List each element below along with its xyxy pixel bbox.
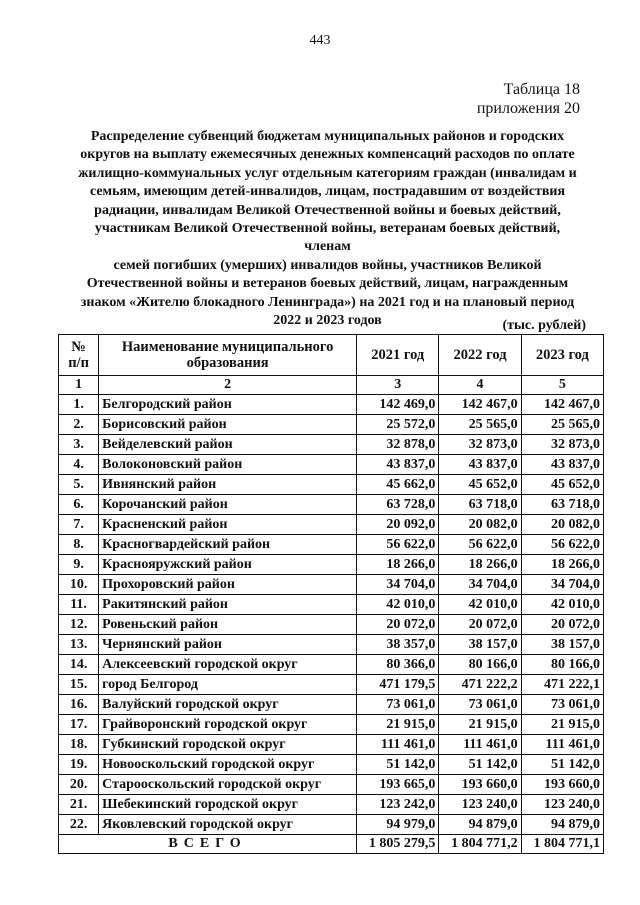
municipality-name-cell: Белгородский район <box>99 395 357 415</box>
header-2022: 2022 год <box>439 335 521 376</box>
value-2021-cell: 80 366,0 <box>357 655 439 675</box>
value-2022-cell: 20 072,0 <box>439 615 521 635</box>
page-number: 443 <box>309 33 331 48</box>
municipality-name-cell: Ровеньский район <box>99 615 357 635</box>
value-2021-cell: 51 142,0 <box>357 755 439 775</box>
total-2023-cell: 1 804 771,1 <box>521 835 603 854</box>
table-row <box>59 675 604 695</box>
table-row <box>59 555 604 575</box>
value-2021-cell: 123 242,0 <box>357 795 439 815</box>
value-2023-cell: 94 879,0 <box>521 815 603 835</box>
index-cell: 3 <box>357 376 439 395</box>
row-number-cell: 2. <box>59 415 99 435</box>
title-line: радиации, инвалидам Великой Отечественной войны и боевых действий, <box>94 202 561 218</box>
table-row <box>59 595 604 615</box>
value-2021-cell: 73 061,0 <box>357 695 439 715</box>
total-label: ВСЕГО <box>59 835 357 854</box>
value-2021-cell: 43 837,0 <box>357 455 439 475</box>
value-2021-cell: 471 179,5 <box>357 675 439 695</box>
value-2023-cell: 123 240,0 <box>521 795 603 815</box>
units-label: (тыс. рублей) <box>502 318 586 333</box>
index-cell: 1 <box>59 376 99 395</box>
table-row <box>59 635 604 655</box>
header-number: № п/п <box>59 335 99 376</box>
title-line: Распределение субвенций бюджетам муниципальных районов и городских <box>90 129 565 144</box>
table-row <box>59 415 604 435</box>
table-row <box>59 735 604 755</box>
row-number-cell: 15. <box>59 675 99 695</box>
value-2023-cell: 63 718,0 <box>521 495 603 515</box>
table-row <box>59 575 604 595</box>
row-number-cell: 3. <box>59 435 99 455</box>
value-2021-cell: 38 357,0 <box>357 635 439 655</box>
document-title <box>75 128 580 330</box>
row-number-cell: 5. <box>59 475 99 495</box>
value-2021-cell: 94 979,0 <box>357 815 439 835</box>
value-2023-cell: 51 142,0 <box>521 755 603 775</box>
value-2023-cell: 471 222,1 <box>521 675 603 695</box>
title-line: участникам Великой Отечественной войны, ветеранам боевых действий, членам <box>94 221 561 255</box>
value-2023-cell: 45 652,0 <box>521 475 603 495</box>
value-2023-cell: 20 072,0 <box>521 615 603 635</box>
value-2022-cell: 80 166,0 <box>439 655 521 675</box>
row-number-cell: 22. <box>59 815 99 835</box>
table-row <box>59 715 604 735</box>
value-2023-cell: 38 157,0 <box>521 635 603 655</box>
table-row <box>59 395 604 415</box>
value-2023-cell: 18 266,0 <box>521 555 603 575</box>
title-line: знаком «Жителю блокадного Ленинграда») на 2021 год и на плановый период <box>80 294 575 310</box>
table-row <box>59 655 604 675</box>
value-2021-cell: 18 266,0 <box>357 555 439 575</box>
municipality-name-cell: Ракитянский район <box>99 595 357 615</box>
row-number-cell: 16. <box>59 695 99 715</box>
index-cell: 2 <box>99 376 357 395</box>
table-row <box>59 475 604 495</box>
title-line: 2022 и 2023 годов <box>273 313 382 329</box>
municipality-name-cell: Губкинский городской округ <box>99 735 357 755</box>
row-number-cell: 18. <box>59 735 99 755</box>
municipality-name-cell: Волоконовский район <box>99 455 357 475</box>
value-2022-cell: 471 222,2 <box>439 675 521 695</box>
municipality-name-cell: Прохоровский район <box>99 575 357 595</box>
table-row <box>59 615 604 635</box>
table-row <box>59 455 604 475</box>
row-number-cell: 13. <box>59 635 99 655</box>
value-2021-cell: 193 665,0 <box>357 775 439 795</box>
row-number-cell: 14. <box>59 655 99 675</box>
value-2021-cell: 56 622,0 <box>357 535 439 555</box>
municipality-name-cell: Корочанский район <box>99 495 357 515</box>
municipality-name-cell: Новооскольский городской округ <box>99 755 357 775</box>
value-2022-cell: 42 010,0 <box>439 595 521 615</box>
value-2023-cell: 20 082,0 <box>521 515 603 535</box>
total-row <box>59 835 604 854</box>
municipality-name-cell: Старооскольский городской округ <box>99 775 357 795</box>
header-name: Наименование муниципального образования <box>99 335 357 376</box>
municipality-name-cell: Грайворонский городской округ <box>99 715 357 735</box>
municipality-name-cell: Красненский район <box>99 515 357 535</box>
row-number-cell: 11. <box>59 595 99 615</box>
value-2022-cell: 193 660,0 <box>439 775 521 795</box>
total-2021-cell: 1 805 279,5 <box>357 835 439 854</box>
value-2021-cell: 34 704,0 <box>357 575 439 595</box>
value-2021-cell: 20 092,0 <box>357 515 439 535</box>
value-2021-cell: 111 461,0 <box>357 735 439 755</box>
value-2023-cell: 21 915,0 <box>521 715 603 735</box>
municipality-name-cell: Яковлевский городской округ <box>99 815 357 835</box>
row-number-cell: 4. <box>59 455 99 475</box>
value-2023-cell: 42 010,0 <box>521 595 603 615</box>
value-2023-cell: 32 873,0 <box>521 435 603 455</box>
value-2021-cell: 63 728,0 <box>357 495 439 515</box>
row-number-cell: 17. <box>59 715 99 735</box>
value-2022-cell: 20 082,0 <box>439 515 521 535</box>
value-2022-cell: 18 266,0 <box>439 555 521 575</box>
municipality-name-cell: Шебекинский городской округ <box>99 795 357 815</box>
value-2023-cell: 142 467,0 <box>521 395 603 415</box>
value-2023-cell: 43 837,0 <box>521 455 603 475</box>
municipality-name-cell: Борисовский район <box>99 415 357 435</box>
row-number-cell: 21. <box>59 795 99 815</box>
row-number-cell: 10. <box>59 575 99 595</box>
table-row <box>59 755 604 775</box>
table-row <box>59 495 604 515</box>
table-row <box>59 775 604 795</box>
municipality-name-cell: Чернянский район <box>99 635 357 655</box>
value-2022-cell: 51 142,0 <box>439 755 521 775</box>
municipality-name-cell: Алексеевский городской округ <box>99 655 357 675</box>
value-2022-cell: 94 879,0 <box>439 815 521 835</box>
index-cell: 5 <box>521 376 603 395</box>
title-line: семьям, имеющим детей-инвалидов, лицам, пострадавшим от воздействия <box>89 184 566 200</box>
header-2021: 2021 год <box>357 335 439 376</box>
caption-appendix: приложения 20 <box>476 100 580 117</box>
row-number-cell: 6. <box>59 495 99 515</box>
value-2023-cell: 193 660,0 <box>521 775 603 795</box>
municipality-name-cell: Краснояружский район <box>99 555 357 575</box>
index-cell: 4 <box>439 376 521 395</box>
value-2023-cell: 111 461,0 <box>521 735 603 755</box>
value-2021-cell: 20 072,0 <box>357 615 439 635</box>
table-row <box>59 695 604 715</box>
subsidy-table <box>58 334 604 854</box>
title-line: жилищно-коммунальных услуг отдельным категориям граждан (инвалидам и <box>78 165 577 181</box>
value-2022-cell: 63 718,0 <box>439 495 521 515</box>
table-row <box>59 815 604 835</box>
row-number-cell: 1. <box>59 395 99 415</box>
table-row <box>59 795 604 815</box>
title-line: округов на выплату ежемесячных денежных компенсаций расходов по оплате <box>80 147 575 163</box>
row-number-cell: 12. <box>59 615 99 635</box>
value-2021-cell: 142 469,0 <box>357 395 439 415</box>
value-2021-cell: 21 915,0 <box>357 715 439 735</box>
value-2022-cell: 21 915,0 <box>439 715 521 735</box>
table-row <box>59 515 604 535</box>
value-2022-cell: 38 157,0 <box>439 635 521 655</box>
value-2022-cell: 111 461,0 <box>439 735 521 755</box>
table-header-row <box>59 335 604 376</box>
value-2023-cell: 73 061,0 <box>521 695 603 715</box>
row-number-cell: 20. <box>59 775 99 795</box>
row-number-cell: 19. <box>59 755 99 775</box>
value-2021-cell: 32 878,0 <box>357 435 439 455</box>
title-line: Отечественной войны и ветеранов боевых действий, лицам, награжденным <box>86 276 569 292</box>
value-2023-cell: 34 704,0 <box>521 575 603 595</box>
value-2023-cell: 25 565,0 <box>521 415 603 435</box>
row-number-cell: 9. <box>59 555 99 575</box>
value-2023-cell: 56 622,0 <box>521 535 603 555</box>
municipality-name-cell: Вейделевский район <box>99 435 357 455</box>
value-2022-cell: 123 240,0 <box>439 795 521 815</box>
caption-table-number: Таблица 18 <box>503 81 580 98</box>
value-2022-cell: 73 061,0 <box>439 695 521 715</box>
municipality-name-cell: город Белгород <box>99 675 357 695</box>
value-2022-cell: 56 622,0 <box>439 535 521 555</box>
value-2022-cell: 25 565,0 <box>439 415 521 435</box>
table-caption <box>477 80 580 118</box>
header-2023: 2023 год <box>521 335 603 376</box>
value-2021-cell: 25 572,0 <box>357 415 439 435</box>
total-2022-cell: 1 804 771,2 <box>439 835 521 854</box>
row-number-cell: 8. <box>59 535 99 555</box>
title-line: семей погибших (умерших) инвалидов войны, участников Великой <box>113 257 542 273</box>
municipality-name-cell: Валуйский городской округ <box>99 695 357 715</box>
municipality-name-cell: Ивнянский район <box>99 475 357 495</box>
value-2023-cell: 80 166,0 <box>521 655 603 675</box>
value-2021-cell: 45 662,0 <box>357 475 439 495</box>
value-2021-cell: 42 010,0 <box>357 595 439 615</box>
value-2022-cell: 34 704,0 <box>439 575 521 595</box>
table-row <box>59 535 604 555</box>
value-2022-cell: 142 467,0 <box>439 395 521 415</box>
municipality-name-cell: Красногвардейский район <box>99 535 357 555</box>
table-row <box>59 435 604 455</box>
column-index-row <box>59 376 604 395</box>
value-2022-cell: 32 873,0 <box>439 435 521 455</box>
row-number-cell: 7. <box>59 515 99 535</box>
value-2022-cell: 43 837,0 <box>439 455 521 475</box>
value-2022-cell: 45 652,0 <box>439 475 521 495</box>
